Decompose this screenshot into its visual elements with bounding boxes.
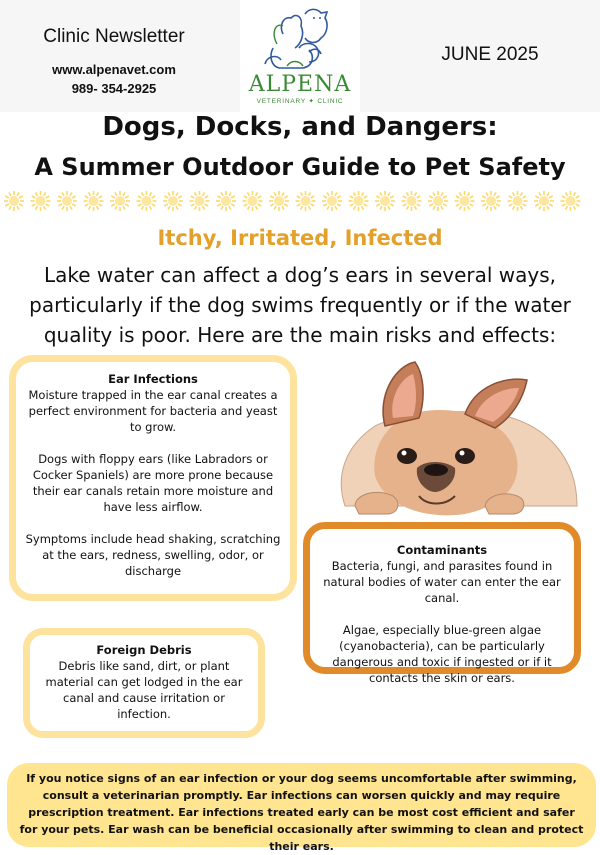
page-title-line2: A Summer Outdoor Guide to Pet Safety xyxy=(34,153,566,181)
sun-icon xyxy=(84,191,104,211)
animals-logo-icon xyxy=(243,4,357,74)
sun-icon xyxy=(163,191,183,211)
sun-icon xyxy=(455,191,475,211)
sun-icon xyxy=(296,191,316,211)
newsletter-label: Clinic Newsletter xyxy=(43,26,185,47)
sun-icon xyxy=(481,191,501,211)
logo-subtitle: VETERINARY ✦ CLINIC xyxy=(256,98,344,105)
issue-date: JUNE 2025 xyxy=(441,44,539,65)
ear-infections-box xyxy=(9,355,297,601)
ear-infections-text-3: Symptoms include head shaking, scratching at the ears, redness, swelling, odor, or discharge xyxy=(25,532,281,578)
website-link[interactable]: www.alpenavet.com xyxy=(52,62,176,77)
sun-divider xyxy=(0,186,600,216)
contaminants-text-2: Algae, especially blue-green algae (cyanobacteria), can be particularly dangerous and toxic if ingested or if it contacts the skin or ears. xyxy=(332,623,552,685)
logo-name: ALPENA xyxy=(248,72,352,97)
sun-icon xyxy=(534,191,554,211)
phone-number[interactable]: 989- 354-2925 xyxy=(71,81,157,96)
section-heading: Itchy, Irritated, Infected xyxy=(157,226,443,250)
contaminants-title: Contaminants xyxy=(396,543,488,557)
sun-icon xyxy=(190,191,210,211)
sun-icon xyxy=(508,191,528,211)
sun-icon xyxy=(428,191,448,211)
sun-icon xyxy=(57,191,77,211)
foreign-debris-title: Foreign Debris xyxy=(96,643,192,657)
sun-icon xyxy=(216,191,236,211)
sun-icon xyxy=(4,191,24,211)
contaminants-text-1: Bacteria, fungi, and parasites found in natural bodies of water can enter the ear canal. xyxy=(323,559,561,605)
sun-icon xyxy=(402,191,422,211)
sun-icon xyxy=(349,191,369,211)
sun-icon xyxy=(561,191,581,211)
intro-paragraph: Lake water can affect a dog’s ears in several ways, particularly if the dog swims frequently or if the water quality is poor. Here are the main risks and effects: xyxy=(29,263,571,347)
clinic-logo[interactable] xyxy=(243,4,357,110)
sun-icon xyxy=(243,191,263,211)
foreign-debris-text: Debris like sand, dirt, or plant material can get lodged in the ear canal and cause irritation or infection. xyxy=(45,659,243,721)
bulldog-illustration xyxy=(315,356,585,526)
header-left-panel xyxy=(0,0,240,112)
sun-icon xyxy=(322,191,342,211)
contaminants-box xyxy=(303,522,581,685)
sun-icon xyxy=(269,191,289,211)
footer-advice: If you notice signs of an ear infection or your dog seems uncomfortable after swimming, consult a veterinarian promptly. Ear infections can worsen quickly and may require prescription treatment. Ear infections treated early can be most cost efficient and safer for your pets. Ear wash can be beneficial occasionally after swimming to clean and protect their ears. xyxy=(7,763,596,847)
ear-infections-title: Ear Infections xyxy=(108,372,198,386)
foreign-debris-box xyxy=(23,628,265,738)
sun-icon xyxy=(31,191,51,211)
ear-infections-text-1: Moisture trapped in the ear canal creates a perfect environment for bacteria and yeast to grow. xyxy=(28,388,278,434)
sun-icon xyxy=(375,191,395,211)
sun-icon xyxy=(137,191,157,211)
ear-infections-text-2: Dogs with floppy ears (like Labradors or Cocker Spaniels) are more prone because their ear canals retain more moisture and have less airflow. xyxy=(32,452,274,514)
sun-icon xyxy=(110,191,130,211)
page-title-line1: Dogs, Docks, and Dangers: xyxy=(102,112,498,142)
